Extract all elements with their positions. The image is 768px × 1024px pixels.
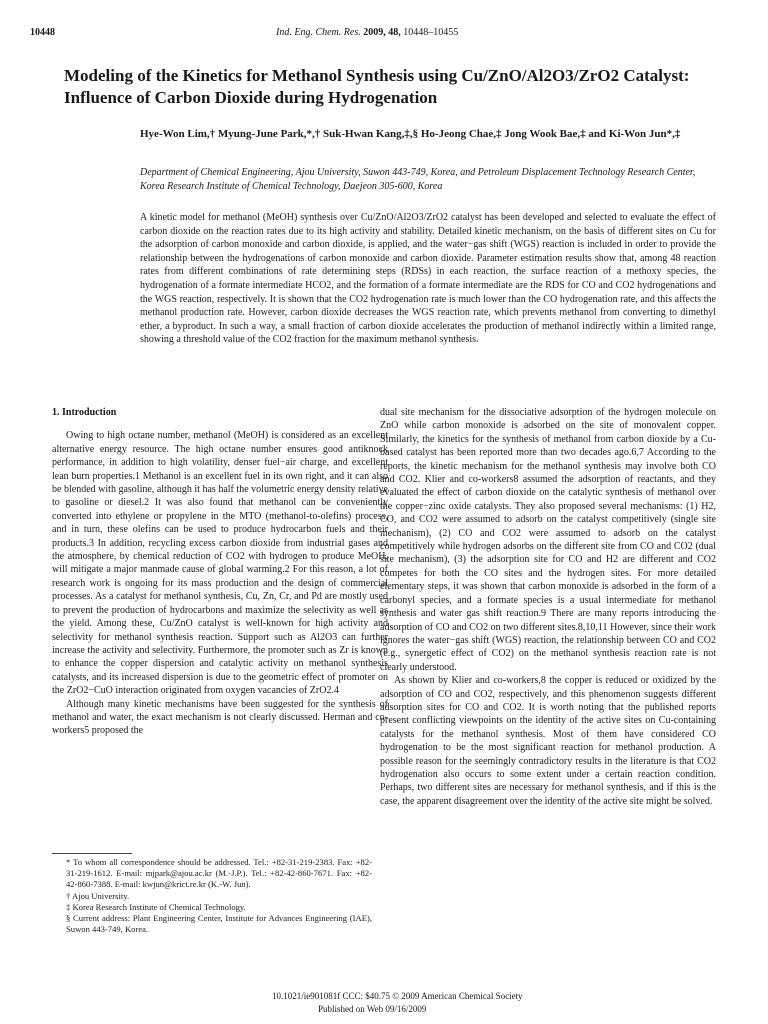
affiliation: Department of Chemical Engineering, Ajou University, Suwon 443-749, Korea, and Petroleum Displacement Technology Research Center, Korea Research Institute of Chemical Technology, Daejeon 305-600, Korea bbox=[140, 167, 696, 192]
footnote-divider bbox=[52, 853, 132, 854]
abstract: A kinetic model for methanol (MeOH) synthesis over Cu/ZnO/Al2O3/ZrO2 catalyst has been developed and selected to evaluate the effect of carbon dioxide on the reaction rates due to its high activity and stability. Detailed kinetic mechanism, on the basis of different sites on Cu for the adsorption of carbon monoxide and carbon dioxide, is applied, and the water−gas shift (WGS) reaction is included in order to provide the relationship between the hydrogenations of carbon monoxide and carbon dioxide. Parameter estimation results show that, among 48 reaction rates from different combinations of rate determining steps (RDSs) in each reaction, the surface reaction of a methoxy species, the hydrogenation of a formate intermediate HCO2, and the formation of a formate intermediate are the RDS for CO and CO2 hydrogenations and the WGS reaction, respectively. It is shown that the CO2 hydrogenation rate is much lower than the CO hydrogenation rate, and this affects the methanol production rate. However, carbon dioxide decreases the WGS reaction rate, which prevents methanol from converting to dimethyl ether, a byproduct. In such a way, a small fraction of carbon dioxide accelerates the production of methanol indirectly within a limited range, showing a threshold value of the CO2 fraction for the maximum methanol synthesis. bbox=[140, 212, 716, 346]
paragraph: Owing to high octane number, methanol (MeOH) is considered as an excellent alternative energy resource. The high octane number ensures good antiknock performance, in addition to high volatility, denser fuel−air charge, and excellent lean burn properties.1 Methanol is an excellent fuel in its own right, and it can also be blended with gasoline, although it has half the volumetric energy density relative to gasoline or diesel.2 It was also found that methanol can be conveniently converted into ethylene or propylene in the MTO (methanol-to-olefins) process, and in turn, these olefins can be used to produce hydrocarbon fuels and their products.3 In addition, recycling excess carbon dioxide from industrial gases and the atmosphere, by chemical reduction of CO2 with hydrogen to produce MeOH, will mitigate a major manmade cause of global warming.2 For this reason, a lot of research work is ongoing for its mass production and the design of commercial processes. As a catalyst for methanol synthesis, Cu, Zn, Cr, and Pd are mostly used to prevent the production of hydrocarbons and maximize the selectivity as well as the yield. Among these, Cu/ZnO catalyst is well-known for high activity and selectivity for methanol synthesis reaction. Support such as Al2O3 can further increase the activity and selectivity. Furthermore, the promoter such as Zr is known to enhance the copper dispersion and catalytic activity on methanol synthesis catalysts, and its increased dispersion is due to the geometric effect of promoter on the ZrO2−CuO interaction originated from oxygen vacancies of ZrO2.4 bbox=[52, 430, 388, 697]
footnote-ddagger: ‡ Korea Research Institute of Chemical Technology. bbox=[66, 901, 246, 912]
journal-name: Ind. Eng. Chem. Res. bbox=[276, 27, 361, 38]
paragraph: As shown by Klier and co-workers,8 the copper is reduced or oxidized by the adsorption of CO and CO2, respectively, and this phenomenon suggests different adsorption sites for CO and CO2. It is worth noting that the published reports present conflicting viewpoints on the identity of the active sites on Cu-containing catalysts for the methanol synthesis. Most of them have considered CO hydrogenation to be the most significant reaction for methanol production. A possible reason for the seemingly contradictory results in the literature is that CO2 hydrogenation also occurs to some extent under a certain reaction condition. Perhaps, two different sites are necessary for methanol synthesis, and if this is the case, the apparent disagreement over the identity of the active site might be solved. bbox=[380, 675, 716, 807]
footnote-section: § Current address: Plant Engineering Center, Institute for Advances Engineering (IAE), Suwon 443-749, Korea. bbox=[66, 913, 372, 935]
doi-line: 10.1021/ie901081f CCC: $40.75 © 2009 American Chemical Society bbox=[272, 991, 523, 1001]
right-column bbox=[380, 406, 716, 808]
page-number: 10448 bbox=[30, 27, 55, 38]
footnote-dagger: † Ajou University. bbox=[66, 890, 130, 901]
journal-pages: 10448–10455 bbox=[403, 27, 459, 38]
footnote-correspondence: * To whom all correspondence should be addressed. Tel.: +82-31-219-2383. Fax: +82-31-219-1612. E-mail: mjpark@ajou.ac.kr (M.-J.P.). Tel.: +82-42-860-7671. Fax: +82-42-860-7388. E-mail: kwjun@krict.re.kr (K.-W. Jun). bbox=[66, 857, 372, 890]
paragraph: dual site mechanism for the dissociative adsorption of the hydrogen molecule on ZnO while carbon monoxide is adsorbed on the site of monovalent copper. Similarly, the kinetics for the synthesis of methanol from carbon dioxide by a Cu-based catalyst has been reported more than two decades ago.6,7 According to the reports, the kinetic mechanism for the methanol synthesis may involve both CO and CO2. Klier and co-workers8 assumed the adsorption of reactants, and they evaluated the effect of carbon dioxide on the catalytic synthesis of methanol over the copper−zinc oxide catalysts. They also proposed several mechanisms: (1) H2, CO, and CO2 were assumed to adsorb on the catalyst competitively (single site mechanism), (2) CO and CO2 were assumed to adsorb on the catalyst competitively while hydrogen adsorbs on the different site from CO and CO2 (dual site mechanism), (3) the adsorption site for CO and H2 are different and CO2 competes for both the CO sites and the hydrogen sites. For more detailed elementary steps, it was shown that carbon monoxide is adsorbed in the form of a carbonyl species, and a formate species is a usual intermediate for methanol synthesis and water gas shift reaction.9 There are many reports introducing the adsorption of CO and CO2 on two different sites.8,10,11 However, since their work ignores the water−gas shift (WGS) reaction, the relationship between CO and CO2 (e.g., synergetic effect of CO2) on the methanol synthesis reaction rate is not clearly understood. bbox=[380, 407, 716, 673]
left-column bbox=[52, 406, 388, 738]
journal-citation bbox=[276, 27, 458, 38]
footnotes bbox=[52, 857, 372, 935]
published-date: Published on Web 09/16/2009 bbox=[318, 1004, 427, 1014]
section-heading: 1. Introduction bbox=[52, 407, 117, 418]
article-title: Modeling of the Kinetics for Methanol Synthesis using Cu/ZnO/Al2O3/ZrO2 Catalyst: Influence of Carbon Dioxide during Hydrogenation bbox=[64, 66, 690, 107]
paragraph: Although many kinetic mechanisms have been suggested for the synthesis of methanol and water, the exact mechanism is not clearly discussed. Herman and co-workers5 proposed the bbox=[52, 698, 388, 737]
author-list: Hye-Won Lim,† Myung-June Park,*,† Suk-Hwan Kang,‡,§ Ho-Jeong Chae,‡ Jong Wook Bae,‡ and Ki-Won Jun*,‡ bbox=[140, 128, 681, 140]
journal-year-volume: 2009, 48, bbox=[363, 27, 401, 38]
